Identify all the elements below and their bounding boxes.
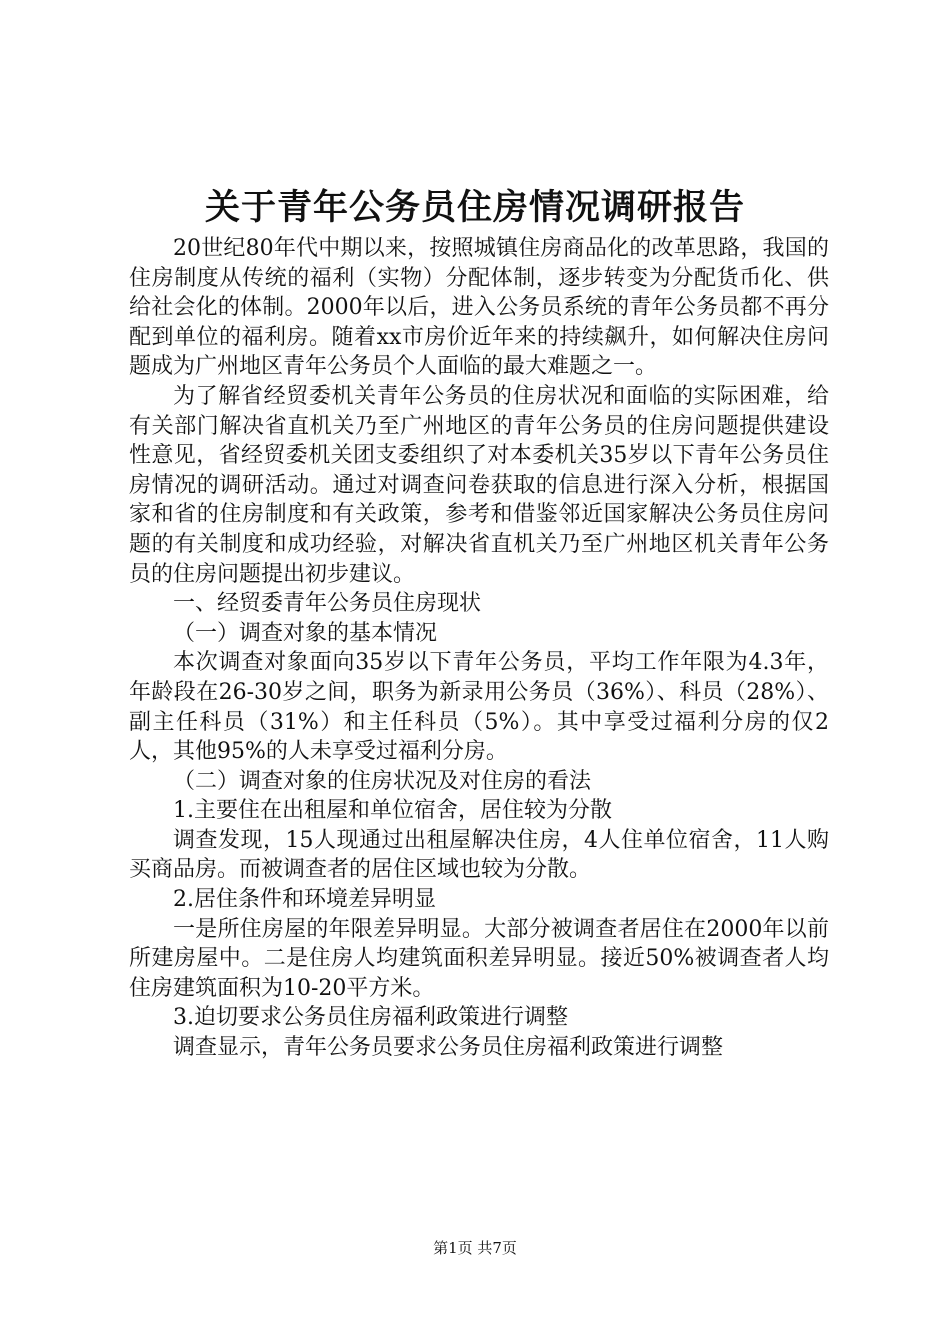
paragraph-intro: 20世纪80年代中期以来，按照城镇住房商品化的改革思路，我国的住房制度从传统的福利（实物）分配体制，逐步转变为分配货币化、供给社会化的体制。2000年以后，进入公务员系统的青年公务员都不再分配到单位的福利房。随着xx市房价近年来的持续飙升，如何解决住房问题成为广州地区青年公务员个人面临的最大难题之一。: [129, 236, 829, 380]
paragraph-basic-info: 本次调查对象面向35岁以下青年公务员，平均工作年限为4.3年，年龄段在26-30岁之间，职务为新录用公务员（36%）、科员（28%）、副主任科员（31%）和主任科员（5%）。其中享受过福利分房的仅2人，其他95%的人未享受过福利分房。: [129, 650, 829, 765]
subsection-heading-2: （二）调查对象的住房状况及对住房的看法: [173, 768, 592, 794]
paragraph-point-1: 调查发现，15人现通过出租屋解决住房，4人住单位宿舍，11人购买商品房。而被调查者的居住区域也较为分散。: [129, 827, 829, 883]
point-heading-2: 2.居住条件和环境差异明显: [173, 887, 436, 913]
subsection-heading-1: （一）调查对象的基本情况: [173, 620, 438, 646]
page-number-footer: 第1页 共7页: [433, 1239, 517, 1257]
section-heading-1: 一、经贸委青年公务员住房现状: [173, 591, 482, 617]
paragraph-point-2: 一是所住房屋的年限差异明显。大部分被调查者居住在2000年以前所建房屋中。二是住房人均建筑面积差异明显。接近50%被调查者人均住房建筑面积为10-20平方米。: [129, 916, 829, 1001]
point-heading-3: 3.迫切要求公务员住房福利政策进行调整: [173, 1005, 568, 1031]
paragraph-purpose: 为了解省经贸委机关青年公务员的住房状况和面临的实际困难，给有关部门解决省直机关乃至广州地区的青年公务员的住房问题提供建设性意见，省经贸委机关团支委组织了对本委机关35岁以下青年公务员住房情况的调研活动。通过对调查问卷获取的信息进行深入分析，根据国家和省的住房制度和有关政策，参考和借鉴邻近国家解决公务员住房问题的有关制度和成功经验，对解决省直机关乃至广州地区机关青年公务员的住房问题提出初步建议。: [129, 383, 829, 587]
document-title: 关于青年公务员住房情况调研报告: [204, 188, 745, 228]
paragraph-point-3: 调查显示，青年公务员要求公务员住房福利政策进行调整: [173, 1035, 724, 1061]
point-heading-1: 1.主要住在出租屋和单位宿舍，居住较为分散: [173, 798, 612, 824]
document-body: [129, 234, 829, 1063]
